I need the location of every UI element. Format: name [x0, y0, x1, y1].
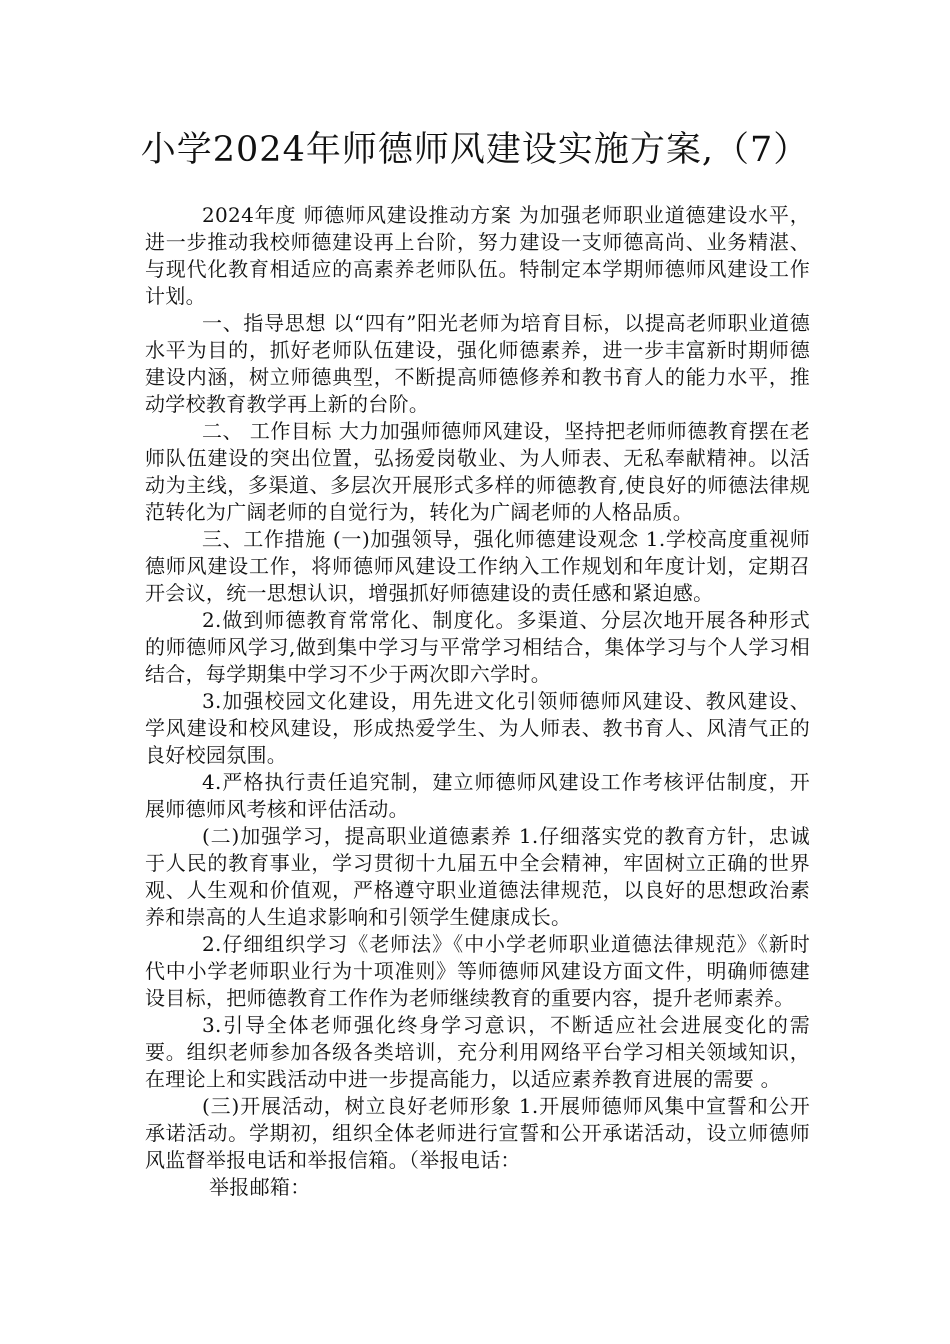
document-body	[145, 202, 810, 1201]
paragraph-measure-2: 2.做到师德教育常常化、制度化。多渠道、分层次地开展各种形式的师德师风学习,做到集中学习与平常学习相结合，集体学习与个人学习相结合，每学期集中学习不少于两次即六学时。	[145, 608, 810, 686]
paragraph-study-1: (二)加强学习，提高职业道德素养 1.仔细落实党的教育方针，忠诚于人民的教育事业，学习贯彻十九届五中全会精神，牢固树立正确的世界观、人生观和价值观，严格遵守职业道德法律规范，以良好的思想政治素养和崇高的人生追求影响和引领学生健康成长。	[145, 824, 810, 929]
paragraph-measure-4: 4.严格执行责任追究制，建立师德师风建设工作考核评估制度，开展师德师风考核和评估活动。	[145, 770, 810, 821]
paragraph-activities-1: (三)开展活动，树立良好老师形象 1.开展师德师风集中宣誓和公开承诺活动。学期初，组织全体老师进行宣誓和公开承诺活动，设立师德师风监督举报电话和举报信箱。（举报电话：	[145, 1094, 810, 1172]
paragraph-study-3: 3.引导全体老师强化终身学习意识，不断适应社会进展变化的需要。组织老师参加各级各类培训，充分利用网络平台学习相关领域知识，在理论上和实践活动中进一步提高能力，以适应素养教育进展的需要 。	[145, 1013, 810, 1091]
paragraph-measure-3: 3.加强校园文化建设，用先进文化引领师德师风建设、教风建设、学风建设和校风建设，形成热爱学生、为人师表、教书育人、风清气正的良好校园氛围。	[145, 689, 810, 767]
paragraph-work-goals: 二、 工作目标 大力加强师德师风建设，坚持把老师师德教育摆在老师队伍建设的突出位置，弘扬爱岗敬业、为人师表、无私奉献精神。以活动为主线，多渠道、多层次开展形式多样的师德教育,使良好的师德法律规范转化为广阔老师的自觉行为，转化为广阔老师的人格品质。	[145, 419, 810, 524]
paragraph-study-2: 2.仔细组织学习《老师法》《中小学老师职业道德法律规范》《新时代中小学老师职业行为十项准则》等师德师风建设方面文件，明确师德建设目标，把师德教育工作作为老师继续教育的重要内容，提升老师素养。	[145, 932, 810, 1010]
document-title: 小学2024年师德师风建设实施方案,（7）	[140, 130, 810, 170]
paragraph-guiding-ideology: 一、指导思想 以“四有”阳光老师为培育目标，以提高老师职业道德水平为目的，抓好老师队伍建设，强化师德素养，进一步丰富新时期师德建设内涵，树立师德典型，不断提高师德修养和教书育人的能力水平，推动学校教育教学再上新的台阶。	[145, 311, 810, 416]
paragraph-report-mailbox: 举报邮箱：	[209, 1175, 311, 1199]
paragraph-work-measures: 三、工作措施 (一)加强领导，强化师德建设观念 1.学校高度重视师德师风建设工作，将师德师风建设工作纳入工作规划和年度计划，定期召开会议，统一思想认识，增强抓好师德建设的责任感和紧迫感。	[145, 527, 810, 605]
paragraph-intro: 2024年度 师德师风建设推动方案 为加强老师职业道德建设水平，进一步推动我校师德建设再上台阶，努力建设一支师德高尚、业务精湛、与现代化教育相适应的高素养老师队伍。特制定本学期师德师风建设工作计划。	[145, 203, 810, 308]
